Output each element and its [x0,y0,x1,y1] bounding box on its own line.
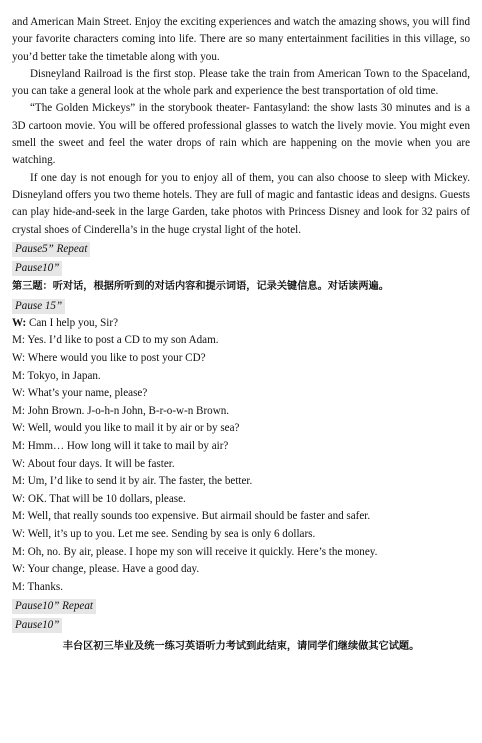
dialogue-speaker: W: [12,492,26,505]
dialogue-line [12,508,470,526]
dialogue-text: Thanks. [27,580,63,593]
dialogue-line [12,332,470,350]
pause-marker: Pause 15” [12,299,65,314]
dialogue-speaker: W: [12,422,26,435]
dialogue-text: What’s your name, please? [27,387,148,400]
dialogue-speaker: M: [12,334,25,347]
dialogue-speaker: W: [12,563,26,576]
dialogue-text: About four days. It will be faster. [27,457,175,470]
passage-hotels-paragraph: If one day is not enough for you to enjoy all of them, you can also choose to sleep with Mickey. Disneyland offers you two theme hotels. They are full of magic and fantastic ideas and designs. Guests can play hide-and-seek in the large Garden, take photos with Princess Disney and look for 32 pairs of crystal shoes of Cinderella’s in the huge crystal light of the hotel. [12,171,470,236]
dialogue-line [12,579,470,597]
dialogue-speaker: W: [12,352,26,365]
dialogue-text: Hmm… How long will it take to mail by air? [27,440,229,453]
dialogue-line [12,368,470,386]
passage-railroad-paragraph: Disneyland Railroad is the first stop. Please take the train from American Town to the Spaceland, you can take a general look at the whole park and experience the best transportation of old time. [12,67,470,98]
dialogue-speaker: M: [12,475,25,488]
pause-marker: Pause10” [12,618,62,633]
dialogue-line [12,350,470,368]
dialogue-speaker: M: [12,510,25,523]
pause-row [12,239,470,258]
dialogue-line [12,456,470,474]
dialogue-line [12,420,470,438]
dialogue-text: Well, it’s up to you. Let me see. Sending by sea is only 6 dollars. [27,527,316,540]
dialogue-speaker: M: [12,404,25,417]
dialogue-speaker: M: [12,545,25,558]
dialogue-speaker: W: [12,457,26,470]
dialogue-text: OK. That will be 10 dollars, please. [27,492,186,505]
pause-row [12,596,470,615]
dialogue-line [12,438,470,456]
dialogue-text: Can I help you, Sir? [28,316,119,329]
dialogue-speaker: W: [12,527,26,540]
section-3-title: 第三题：听对话，根据所听到的对话内容和提示词语，记录关键信息。对话读两遍。 [12,280,389,292]
pause-row [12,258,470,277]
dialogue-text: Your change, please. Have a good day. [27,563,200,576]
dialogue-line [12,561,470,579]
pause-marker: Pause5” Repeat [12,242,90,257]
dialogue-transcript [12,315,470,597]
dialogue-line [12,491,470,509]
dialogue-speaker: W: [12,316,27,329]
dialogue-line [12,385,470,403]
dialogue-line [12,315,470,333]
pause-row [12,296,470,315]
passage-continuation: and American Main Street. Enjoy the exciting experiences and watch the amazing shows, you will find your favorite characters coming into life. There are so many entertainment facilities in this village, so you’d better take the timetable along with you. [12,16,470,63]
dialogue-speaker: M: [12,580,25,593]
dialogue-text: Um, I’d like to send it by air. The faster, the better. [27,475,253,488]
dialogue-line [12,526,470,544]
pause-marker: Pause10” Repeat [12,599,96,614]
dialogue-line [12,544,470,562]
dialogue-text: Tokyo, in Japan. [27,369,101,382]
dialogue-speaker: M: [12,369,25,382]
dialogue-line [12,473,470,491]
dialogue-text: Oh, no. By air, please. I hope my son will receive it quickly. Here’s the money. [27,545,378,558]
pause-marker: Pause10” [12,261,62,276]
dialogue-text: Yes. I’d like to post a CD to my son Adam. [27,334,219,347]
dialogue-text: Well, would you like to mail it by air or by sea? [27,422,240,435]
dialogue-speaker: M: [12,440,25,453]
dialogue-speaker: W: [12,387,26,400]
closing-statement: 丰台区初三毕业及统一练习英语听力考试到此结束，请同学们继续做其它试题。 [62,641,420,653]
passage-mickeys-paragraph: “The Golden Mickeys” in the storybook theater- Fantasyland: the show lasts 30 minutes and is a 3D cartoon movie. You will be offered professional glasses to watch the lively movie. You might even smell the sweet and feel the water drops of rain which are happening on the movie when you are watching. [12,102,470,167]
dialogue-text: John Brown. J-o-h-n John, B-r-o-w-n Brown. [27,404,230,417]
dialogue-line [12,403,470,421]
pause-row [12,615,470,634]
dialogue-text: Where would you like to post your CD? [27,352,206,365]
dialogue-text: Well, that really sounds too expensive. But airmail should be faster and safer. [27,510,371,523]
